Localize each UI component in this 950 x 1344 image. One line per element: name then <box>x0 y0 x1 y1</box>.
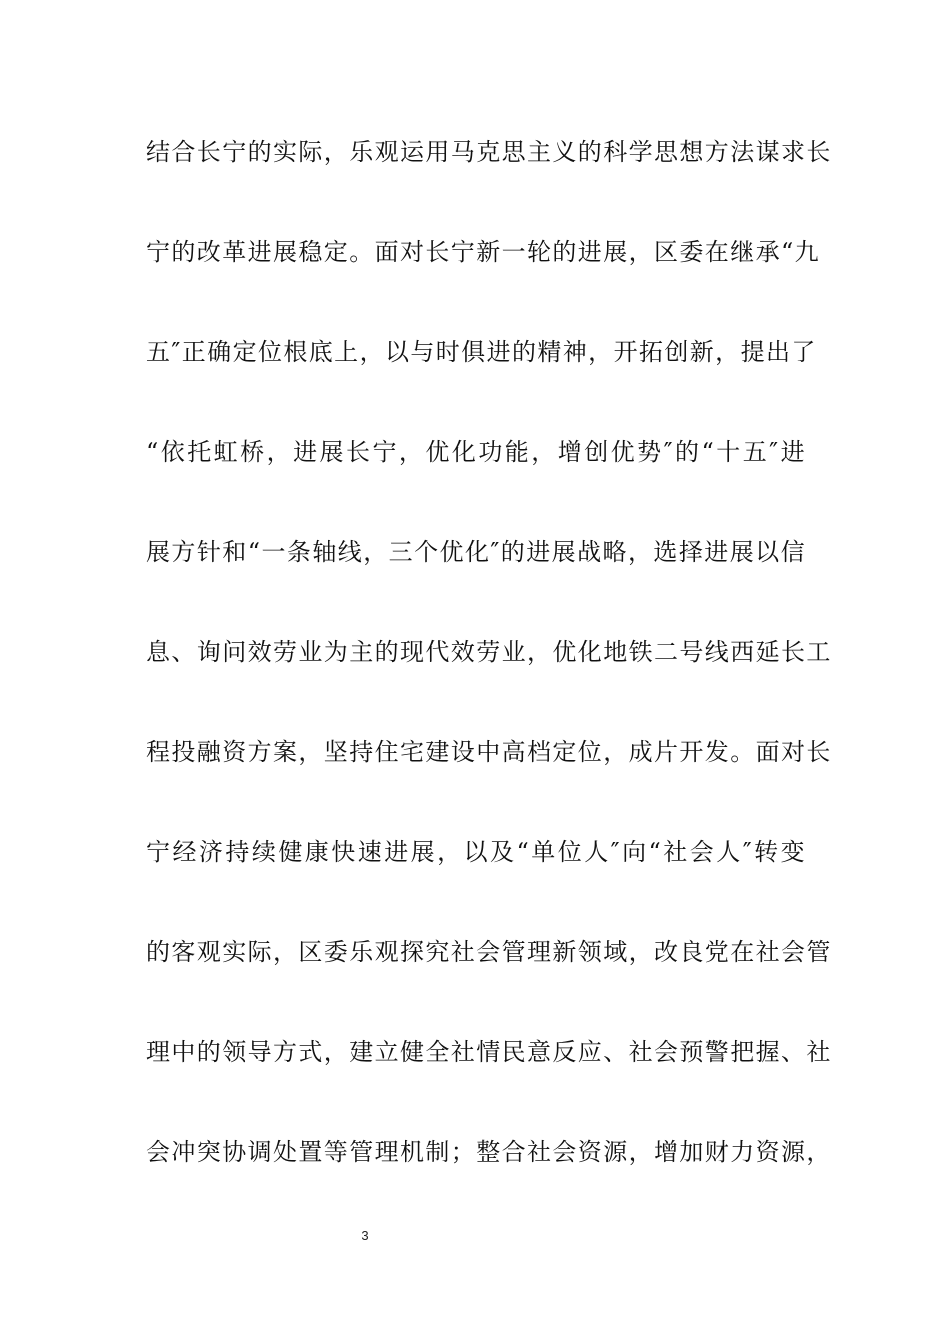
text-line-8: 宁经济持续健康快速进展，以及“单位人″向“社会人″转变 <box>146 838 806 866</box>
text-line-7: 程投融资方案，坚持住宅建设中高档定位，成片开发。面对长 <box>146 738 832 766</box>
text-line-5: 展方针和“一条轴线，三个优化″的进展战略，选择进展以信 <box>146 538 806 566</box>
text-line-1: 结合长宁的实际，乐观运用马克思主义的科学思想方法谋求长 <box>146 138 832 166</box>
text-line-4: “依托虹桥，进展长宁，优化功能，增创优势″的“十五″进 <box>146 438 806 466</box>
text-line-11: 会冲突协调处置等管理机制；整合社会资源，增加财力资源， <box>146 1138 832 1166</box>
page-number: 3 <box>361 1228 369 1243</box>
text-line-2: 宁的改革进展稳定。面对长宁新一轮的进展，区委在继承“九 <box>146 238 821 266</box>
text-line-3: 五″正确定位根底上，以与时俱进的精神，开拓创新，提出了 <box>146 338 817 366</box>
text-line-9: 的客观实际，区委乐观探究社会管理新领域，改良党在社会管 <box>146 938 832 966</box>
text-line-6: 息、询问效劳业为主的现代效劳业，优化地铁二号线西延长工 <box>146 638 832 666</box>
body-text <box>146 130 832 1230</box>
text-line-10: 理中的领导方式，建立健全社情民意反应、社会预警把握、社 <box>146 1038 832 1066</box>
